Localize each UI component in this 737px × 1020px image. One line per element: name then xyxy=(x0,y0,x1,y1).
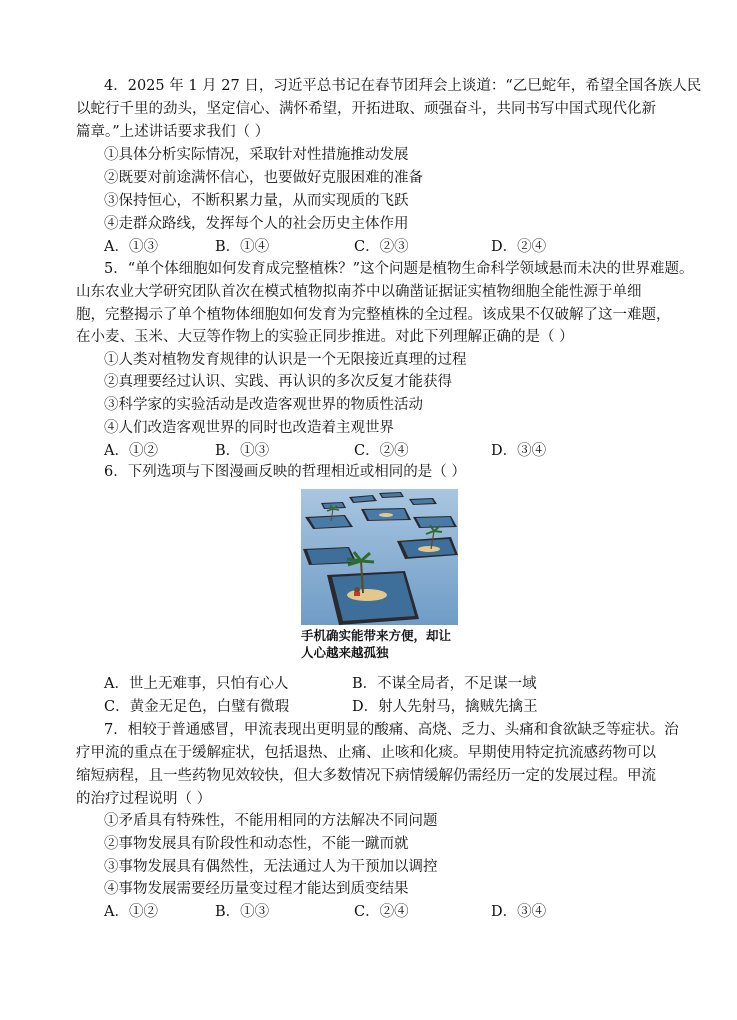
q5-item-1: ①人类对植物发育规律的认识是一个无限接近真理的过程 xyxy=(104,352,467,368)
q5-item-4: ④人们改造客观世界的同时也改造着主观世界 xyxy=(104,420,394,436)
q7-choice-d: D．③④ xyxy=(491,904,547,920)
q5-stem-line1: 5．“单个体细胞如何发育成完整植株？”这个问题是植物生命科学领域悬而未决的世界难题。 xyxy=(104,261,694,277)
q7-stem-line4: 的治疗过程说明（ ） xyxy=(76,791,212,807)
q6-choice-c: C．黄金无足色，白璧有微瑕 xyxy=(104,699,290,715)
q6-choice-b: B．不谋全局者，不足谋一域 xyxy=(352,676,537,692)
q7-item-1: ①矛盾具有特殊性，不能用相同的方法解决不同问题 xyxy=(104,813,438,829)
phone-middle-3 xyxy=(413,516,457,528)
q4-choice-c: C．②③ xyxy=(354,239,409,255)
q4-item-4: ④走群众路线，发挥每个人的社会历史主体作用 xyxy=(104,216,409,232)
q7-item-4: ④事物发展需要经历量变过程才能达到质变结果 xyxy=(104,881,409,897)
q5-stem-line3: 胞，完整揭示了单个植物体细胞如何发育为完整植株的全过程。该成果不仅破解了这一难题， xyxy=(76,307,671,323)
q6-choice-d: D．射人先射马，擒贼先擒王 xyxy=(352,699,538,715)
cartoon-caption-line1: 手机确实能带来方便，却让 xyxy=(301,628,452,643)
q4-choice-d: D．②④ xyxy=(491,239,547,255)
q5-item-3: ③科学家的实验活动是改造客观世界的物质性活动 xyxy=(104,397,423,413)
q4-stem-line1: 4．2025 年 1 月 27 日，习近平总书记在春节团拜会上谈道：“乙巳蛇年，希望全国各族人民 xyxy=(104,78,702,94)
q7-item-2: ②事物发展具有阶段性和动态性，不能一蹴而就 xyxy=(104,836,409,852)
q5-item-2: ②真理要经过认识、实践、再认识的多次反复才能获得 xyxy=(104,374,452,390)
q5-choice-b: B．①③ xyxy=(215,443,270,459)
q5-choice-a: A．①② xyxy=(104,443,158,459)
q7-stem-line2: 疗甲流的重点在于缓解症状，包括退热、止痛、止咳和化痰。早期使用特定抗流感药物可以 xyxy=(76,745,656,761)
q7-stem-line3: 缩短病程，且一些药物见效较快，但大多数情况下病情缓解仍需经历一定的发展过程。甲流 xyxy=(76,768,656,784)
q7-item-3: ③事物发展具有偶然性，无法通过人为干预加以调控 xyxy=(104,859,438,875)
q4-choice-b: B．①④ xyxy=(215,239,270,255)
q7-stem-line1: 7．相较于普通感冒，甲流表现出更明显的酸痛、高烧、乏力、头痛和食欲缺乏等症状。治 xyxy=(104,722,679,738)
q5-stem-line4: 在小麦、玉米、大豆等作物上的实验正同步推进。对此下列理解正确的是（ ） xyxy=(76,329,574,345)
q6-choice-a: A．世上无难事，只怕有心人 xyxy=(104,676,289,692)
q7-choice-a: A．①② xyxy=(104,904,158,920)
phone-middle-2 xyxy=(361,508,411,521)
phone-distant-3 xyxy=(409,498,437,505)
phone-distant-2 xyxy=(379,492,404,498)
q4-stem-line2: 以蛇行千里的劲头，坚定信心、满怀希望，开拓进取、顽强奋斗，共同书写中国式现代化新 xyxy=(76,101,656,117)
q4-choice-a: A．①③ xyxy=(104,239,158,255)
cartoon-caption-line2: 人心越来越孤独 xyxy=(301,645,389,660)
phone-left-mid xyxy=(303,547,357,565)
q6-stem-line1: 6．下列选项与下图漫画反映的哲理相近或相同的是（ ） xyxy=(104,464,466,480)
q4-stem-line3: 篇章。”上述讲话要求我们（ ） xyxy=(76,124,270,140)
q7-choice-c: C．②④ xyxy=(354,904,409,920)
q5-choice-d: D．③④ xyxy=(491,443,547,459)
q4-item-2: ②既要对前途满怀信心，也要做好克服困难的准备 xyxy=(104,170,423,186)
q5-stem-line2: 山东农业大学研究团队首次在模式植物拟南芥中以确凿证据证实植物细胞全能性源于单细 xyxy=(76,284,642,300)
q4-item-1: ①具体分析实际情况，采取针对性措施推动发展 xyxy=(104,147,409,163)
cartoon-illustration xyxy=(301,489,458,625)
q5-choice-c: C．②④ xyxy=(354,443,409,459)
q4-item-3: ③保持恒心，不断积累力量，从而实现质的飞跃 xyxy=(104,193,409,209)
q7-choice-b: B．①③ xyxy=(215,904,270,920)
